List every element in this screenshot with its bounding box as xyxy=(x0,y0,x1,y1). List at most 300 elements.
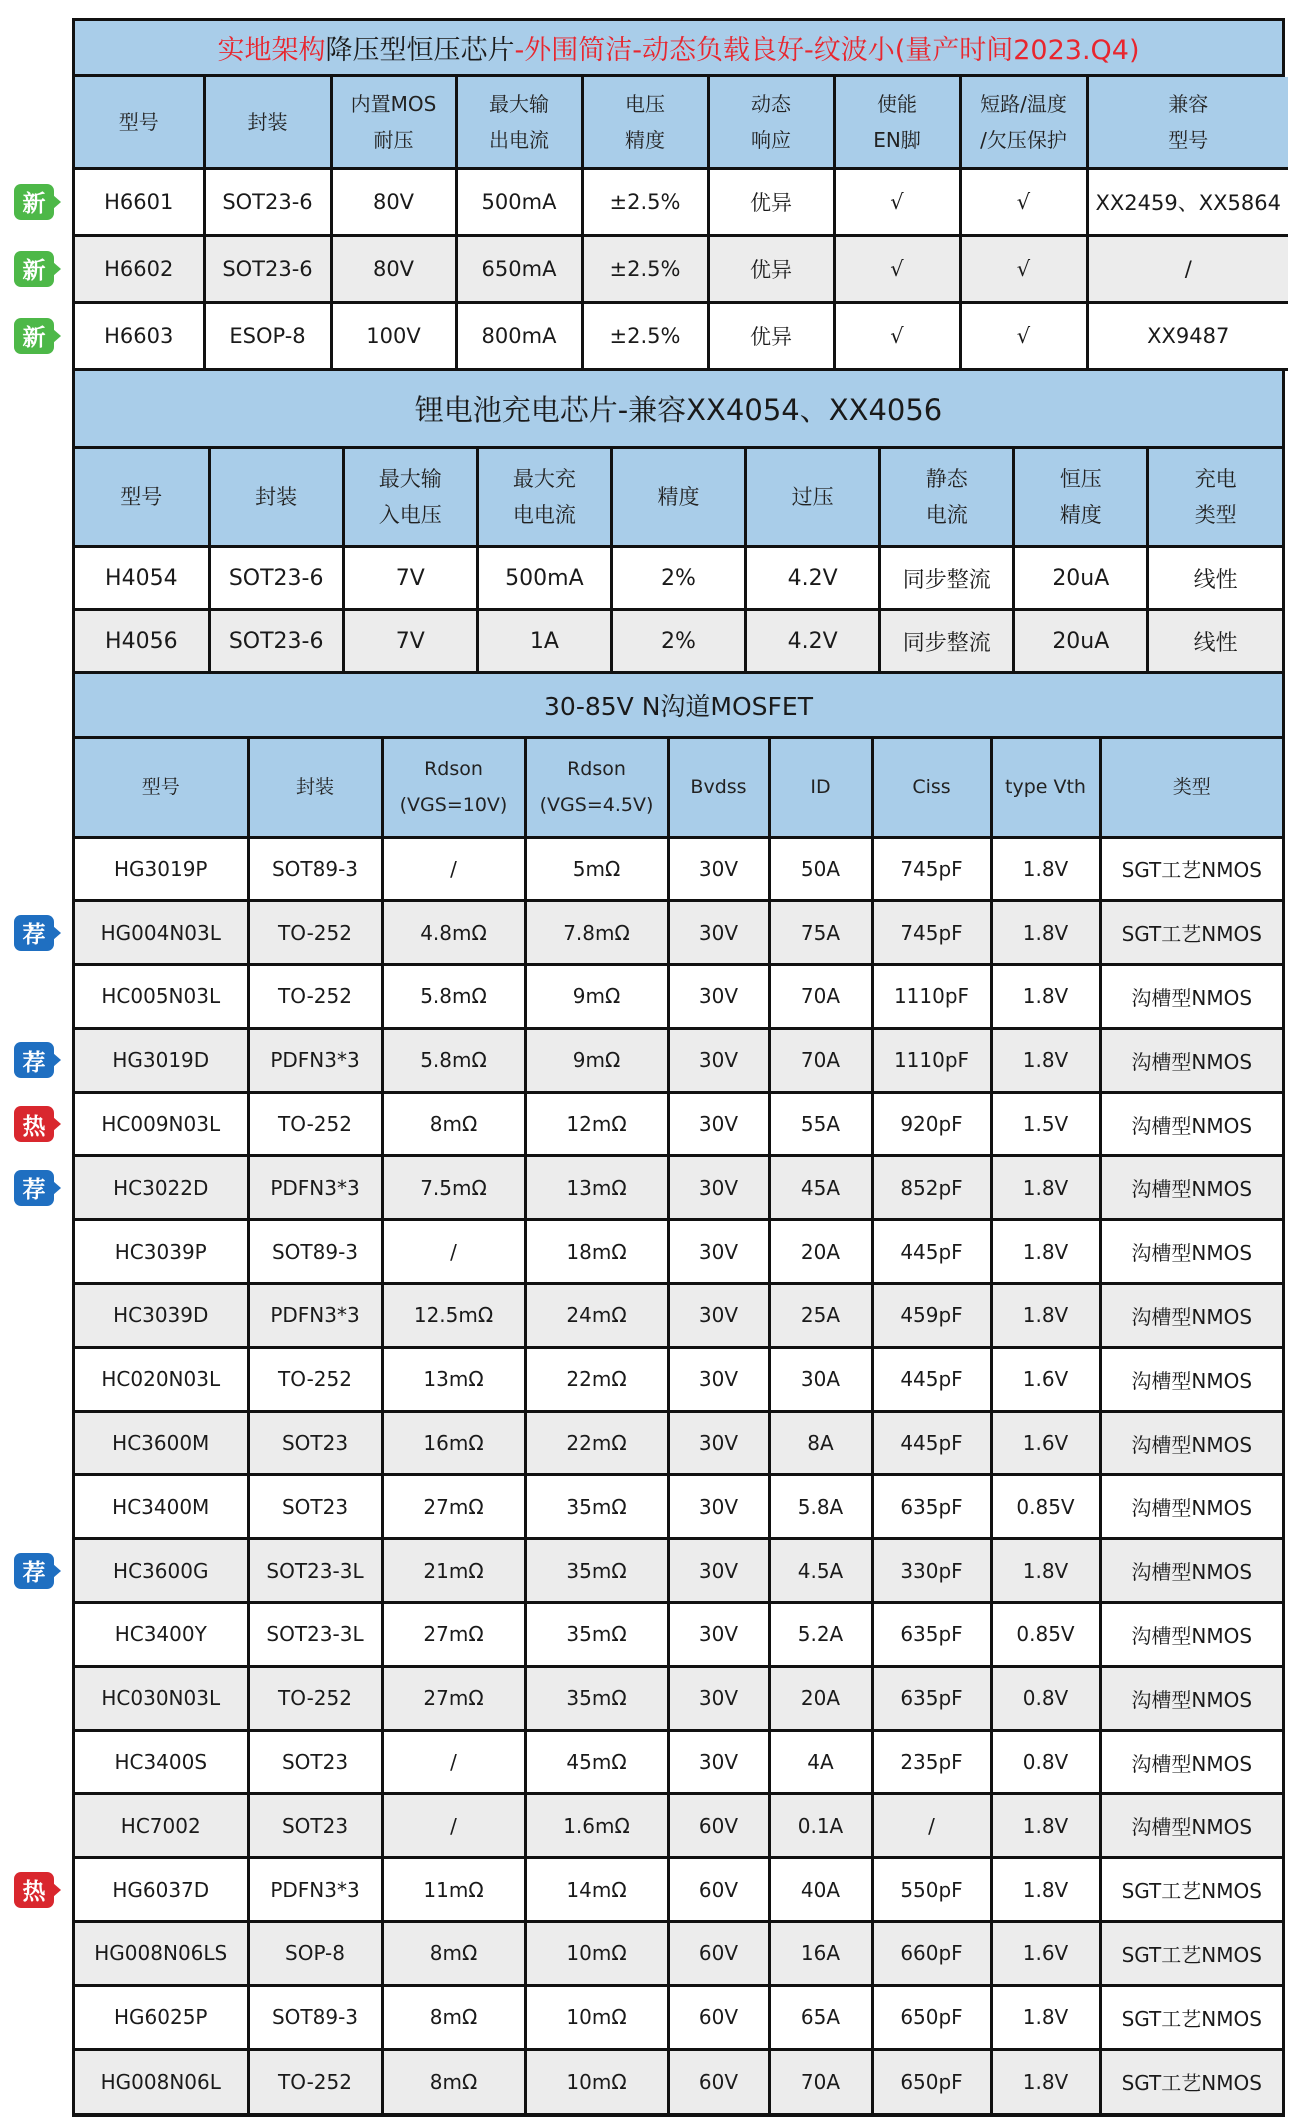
column-header-line2: EN脚 xyxy=(873,127,921,152)
table-cell: 1.6mΩ xyxy=(525,1794,668,1858)
table-cell: PDFN3*3 xyxy=(248,1858,382,1922)
column-header-line1: 充电 xyxy=(1194,466,1237,491)
table-cell: 7V xyxy=(343,547,477,610)
column-header-line1: 使能 xyxy=(877,91,917,116)
section-title-text: 30-85V N沟道MOSFET xyxy=(544,692,813,721)
part-number-cell: HC3400Y xyxy=(75,1603,248,1667)
table-cell: 0.85V xyxy=(991,1603,1100,1667)
column-header-line1: 型号 xyxy=(120,484,163,509)
column-header xyxy=(1148,449,1282,547)
section-title-buck-regulators xyxy=(75,21,1282,77)
part-number-cell: HC7002 xyxy=(75,1794,248,1858)
table-cell: 2% xyxy=(611,610,745,673)
table-cell: 100V xyxy=(331,302,456,369)
mosfet-table xyxy=(75,739,1282,2113)
table-cell: 沟槽型NMOS xyxy=(1100,1092,1282,1156)
table-cell: SOT23-6 xyxy=(209,610,343,673)
table-cell: 500mA xyxy=(456,168,582,235)
table-cell: 650pF xyxy=(872,1985,991,2049)
table-row xyxy=(75,1092,1282,1156)
part-number-cell: HC3039D xyxy=(75,1284,248,1348)
table-cell: 1.8V xyxy=(991,1794,1100,1858)
table-cell: 55A xyxy=(769,1092,872,1156)
table-cell: 30V xyxy=(668,1411,769,1475)
column-header-line2: 电电流 xyxy=(512,502,576,527)
part-number-cell: H4054 xyxy=(75,547,209,610)
table-cell: / xyxy=(382,837,525,901)
table-cell: / xyxy=(382,1730,525,1794)
column-header-line1: ID xyxy=(810,776,831,799)
table-row xyxy=(75,1156,1282,1220)
column-header-line2: (VGS=10V) xyxy=(399,794,508,817)
column-header-line1: type Vth xyxy=(1005,776,1086,799)
table-cell: SOT89-3 xyxy=(248,837,382,901)
table-cell: 8A xyxy=(769,1411,872,1475)
column-header-line1: 恒压 xyxy=(1059,466,1102,491)
column-header xyxy=(668,739,769,837)
table-row xyxy=(75,1284,1282,1348)
table-cell: 沟槽型NMOS xyxy=(1100,1411,1282,1475)
table-cell: 1A xyxy=(477,610,611,673)
table-cell: 沟槽型NMOS xyxy=(1100,1794,1282,1858)
table-cell: 1.8V xyxy=(991,965,1100,1029)
table-cell: 920pF xyxy=(872,1092,991,1156)
table-row xyxy=(75,168,1288,235)
column-header xyxy=(991,739,1100,837)
column-header-line1: 静态 xyxy=(925,466,968,491)
table-cell: 沟槽型NMOS xyxy=(1100,1028,1282,1092)
table-cell: / xyxy=(872,1794,991,1858)
table-cell: 16mΩ xyxy=(382,1411,525,1475)
table-cell: 1.8V xyxy=(991,1985,1100,2049)
table-cell: 10mΩ xyxy=(525,1985,668,2049)
table-cell: 20uA xyxy=(1014,610,1148,673)
section-title-text: 锂电池充电芯片-兼容XX4054、XX4056 xyxy=(414,392,943,427)
table-cell: 9mΩ xyxy=(525,965,668,1029)
part-number-cell: H6603 xyxy=(75,302,204,369)
table-cell: SGT工艺NMOS xyxy=(1100,1985,1282,2049)
table-cell: SGT工艺NMOS xyxy=(1100,1922,1282,1986)
table-cell: 1.8V xyxy=(991,1028,1100,1092)
table-cell: 7.8mΩ xyxy=(525,901,668,965)
part-number-cell: HC3039P xyxy=(75,1220,248,1284)
table-cell: 21mΩ xyxy=(382,1539,525,1603)
column-header-line1: 过压 xyxy=(791,484,834,509)
table-cell: 4.2V xyxy=(746,547,880,610)
table-cell: SOT23-3L xyxy=(248,1539,382,1603)
table-cell: 8mΩ xyxy=(382,1092,525,1156)
table-cell: 35mΩ xyxy=(525,1666,668,1730)
table-cell: 30V xyxy=(668,1666,769,1730)
column-header xyxy=(204,77,331,168)
table-cell: 30V xyxy=(668,1475,769,1539)
table-cell: √ xyxy=(834,168,960,235)
table-cell: 10mΩ xyxy=(525,2049,668,2113)
table-cell: 60V xyxy=(668,1985,769,2049)
column-header xyxy=(382,739,525,837)
table-row xyxy=(75,2049,1282,2113)
table-cell: ±2.5% xyxy=(582,235,708,302)
table-cell: 7V xyxy=(343,610,477,673)
table-cell: 650pF xyxy=(872,2049,991,2113)
column-header xyxy=(880,449,1014,547)
column-header-line1: 最大输 xyxy=(489,91,549,116)
table-cell: 50A xyxy=(769,837,872,901)
column-header xyxy=(582,77,708,168)
table-cell: 优异 xyxy=(708,302,834,369)
table-cell: 30V xyxy=(668,1156,769,1220)
table-row xyxy=(75,1858,1282,1922)
table-cell: SGT工艺NMOS xyxy=(1100,901,1282,965)
table-cell: TO-252 xyxy=(248,965,382,1029)
recommended-badge-icon: 荐 xyxy=(14,1170,54,1206)
table-cell: 70A xyxy=(769,2049,872,2113)
table-cell: 1.6V xyxy=(991,1922,1100,1986)
column-header-line1: 封装 xyxy=(247,109,288,134)
column-header xyxy=(75,77,204,168)
column-header-line1: 精度 xyxy=(657,484,700,509)
part-number-cell: HG6037D xyxy=(75,1858,248,1922)
column-header-line1: 电压 xyxy=(625,91,665,116)
table-cell: 1.5V xyxy=(991,1092,1100,1156)
table-cell: 70A xyxy=(769,965,872,1029)
table-cell: 30V xyxy=(668,965,769,1029)
table-cell: 60V xyxy=(668,1922,769,1986)
table-cell: √ xyxy=(834,302,960,369)
part-number-cell: HG3019P xyxy=(75,837,248,901)
column-header-line1: 兼容 xyxy=(1168,91,1209,116)
column-header-line2: 出电流 xyxy=(489,127,549,152)
part-number-cell: HG008N06L xyxy=(75,2049,248,2113)
column-header-line2: 精度 xyxy=(1059,502,1102,527)
table-cell: 20A xyxy=(769,1666,872,1730)
column-header xyxy=(769,739,872,837)
table-cell: 35mΩ xyxy=(525,1475,668,1539)
table-cell: 1.8V xyxy=(991,901,1100,965)
column-header-line1: Bvdss xyxy=(690,776,747,799)
table-cell: 1.6V xyxy=(991,1347,1100,1411)
table-cell: SOT23-6 xyxy=(204,168,331,235)
table-cell: 30V xyxy=(668,1028,769,1092)
table-cell: 30V xyxy=(668,1603,769,1667)
part-number-cell: H6601 xyxy=(75,168,204,235)
table-cell: ±2.5% xyxy=(582,302,708,369)
table-cell: SOT23-6 xyxy=(204,235,331,302)
table-cell: 459pF xyxy=(872,1284,991,1348)
title-part-product-type: 降压型恒压芯片 xyxy=(325,35,515,66)
table-cell: 745pF xyxy=(872,901,991,965)
table-cell: 1110pF xyxy=(872,965,991,1029)
table-row xyxy=(75,1922,1282,1986)
table-cell: / xyxy=(1087,235,1288,302)
table-cell: 5.8A xyxy=(769,1475,872,1539)
table-cell: 800mA xyxy=(456,302,582,369)
hot-badge-icon: 热 xyxy=(14,1872,54,1908)
table-row xyxy=(75,235,1288,302)
table-cell: 235pF xyxy=(872,1730,991,1794)
table-row xyxy=(75,1475,1282,1539)
table-row xyxy=(75,901,1282,965)
table-cell: SOT89-3 xyxy=(248,1220,382,1284)
table-row xyxy=(75,1411,1282,1475)
column-header xyxy=(209,449,343,547)
table-cell: 16A xyxy=(769,1922,872,1986)
column-header-line2: (VGS=4.5V) xyxy=(539,794,654,817)
table-cell: 80V xyxy=(331,235,456,302)
table-cell: 60V xyxy=(668,1794,769,1858)
table-cell: 10mΩ xyxy=(525,1922,668,1986)
column-header xyxy=(872,739,991,837)
table-cell: 沟槽型NMOS xyxy=(1100,1347,1282,1411)
table-cell: 75A xyxy=(769,901,872,965)
table-cell: 1.8V xyxy=(991,837,1100,901)
table-cell: / xyxy=(382,1794,525,1858)
product-selection-sheet xyxy=(72,18,1285,2117)
table-cell: 30V xyxy=(668,837,769,901)
table-cell: SOT23-6 xyxy=(209,547,343,610)
table-cell: 70A xyxy=(769,1028,872,1092)
part-number-cell: HC3400S xyxy=(75,1730,248,1794)
table-cell: 35mΩ xyxy=(525,1539,668,1603)
table-cell: 18mΩ xyxy=(525,1220,668,1284)
table-cell: 30V xyxy=(668,1539,769,1603)
column-header-line1: Ciss xyxy=(912,776,951,799)
table-cell: 22mΩ xyxy=(525,1411,668,1475)
table-cell: 550pF xyxy=(872,1858,991,1922)
part-number-cell: HG6025P xyxy=(75,1985,248,2049)
table-cell: 沟槽型NMOS xyxy=(1100,1539,1282,1603)
table-row xyxy=(75,1220,1282,1284)
table-cell: 11mΩ xyxy=(382,1858,525,1922)
part-number-cell: HG008N06LS xyxy=(75,1922,248,1986)
table-cell: TO-252 xyxy=(248,1666,382,1730)
li-battery-charger-table xyxy=(75,449,1282,675)
column-header-line2: 电流 xyxy=(925,502,968,527)
column-header-line1: Rdson xyxy=(424,758,483,781)
table-cell: 4.2V xyxy=(746,610,880,673)
table-cell: TO-252 xyxy=(248,901,382,965)
table-cell: 沟槽型NMOS xyxy=(1100,965,1282,1029)
table-cell: 8mΩ xyxy=(382,2049,525,2113)
table-cell: √ xyxy=(960,168,1087,235)
table-cell: 22mΩ xyxy=(525,1347,668,1411)
table-row xyxy=(75,837,1282,901)
table-cell: PDFN3*3 xyxy=(248,1284,382,1348)
table-cell: 650mA xyxy=(456,235,582,302)
table-cell: 5mΩ xyxy=(525,837,668,901)
table-cell: XX9487 xyxy=(1087,302,1288,369)
part-number-cell: HC3400M xyxy=(75,1475,248,1539)
column-header-line1: 动态 xyxy=(751,91,791,116)
table-cell: 24mΩ xyxy=(525,1284,668,1348)
table-cell: 635pF xyxy=(872,1603,991,1667)
section-title-li-battery-chargers xyxy=(75,371,1282,449)
table-cell: 1.8V xyxy=(991,2049,1100,2113)
column-header xyxy=(960,77,1087,168)
table-cell: 25A xyxy=(769,1284,872,1348)
column-header-line1: 最大输 xyxy=(378,466,442,491)
table-cell: 12.5mΩ xyxy=(382,1284,525,1348)
table-cell: SOT23 xyxy=(248,1475,382,1539)
column-header-line2: 精度 xyxy=(625,127,665,152)
table-cell: 30V xyxy=(668,901,769,965)
table-row xyxy=(75,965,1282,1029)
table-cell: 8mΩ xyxy=(382,1922,525,1986)
column-header-line1: 内置MOS xyxy=(350,91,437,116)
section-title-mosfets xyxy=(75,674,1282,739)
part-number-cell: HC3022D xyxy=(75,1156,248,1220)
column-header-line1: 型号 xyxy=(118,109,159,134)
table-cell: 沟槽型NMOS xyxy=(1100,1220,1282,1284)
table-cell: 同步整流 xyxy=(880,610,1014,673)
table-row xyxy=(75,1730,1282,1794)
table-cell: √ xyxy=(960,235,1087,302)
table-cell: 660pF xyxy=(872,1922,991,1986)
column-header-line2: 耐压 xyxy=(373,127,414,152)
table-cell: 60V xyxy=(668,1858,769,1922)
table-cell: 27mΩ xyxy=(382,1475,525,1539)
column-header-line2: /欠压保护 xyxy=(980,127,1067,152)
table-cell: 沟槽型NMOS xyxy=(1100,1603,1282,1667)
table-cell: √ xyxy=(960,302,1087,369)
table-cell: SOT23 xyxy=(248,1730,382,1794)
table-cell: 20uA xyxy=(1014,547,1148,610)
table-row xyxy=(75,1985,1282,2049)
table-cell: 1.8V xyxy=(991,1284,1100,1348)
table-cell: 500mA xyxy=(477,547,611,610)
column-header-line1: 封装 xyxy=(255,484,298,509)
table-row xyxy=(75,1347,1282,1411)
table-cell: XX2459、XX5864 xyxy=(1087,168,1288,235)
column-header xyxy=(75,739,248,837)
table-cell: 4.5A xyxy=(769,1539,872,1603)
column-header-line2: 型号 xyxy=(1168,127,1209,152)
table-cell: 0.85V xyxy=(991,1475,1100,1539)
table-cell: SOT23 xyxy=(248,1794,382,1858)
table-cell: 8mΩ xyxy=(382,1985,525,2049)
table-cell: 65A xyxy=(769,1985,872,2049)
part-number-cell: HC3600M xyxy=(75,1411,248,1475)
column-header-line2: 入电压 xyxy=(378,502,442,527)
table-cell: 5.8mΩ xyxy=(382,965,525,1029)
table-cell: 20A xyxy=(769,1220,872,1284)
title-part-features: -外围简洁-动态负载良好-纹波小(量产时间2023.Q4) xyxy=(514,35,1140,66)
column-header-line2: 响应 xyxy=(751,127,791,152)
column-header xyxy=(456,77,582,168)
column-header xyxy=(75,449,209,547)
table-cell: ±2.5% xyxy=(582,168,708,235)
column-header xyxy=(477,449,611,547)
table-cell: 30V xyxy=(668,1347,769,1411)
table-cell: 同步整流 xyxy=(880,547,1014,610)
column-header xyxy=(708,77,834,168)
table-cell: 445pF xyxy=(872,1220,991,1284)
table-cell: 27mΩ xyxy=(382,1666,525,1730)
table-cell: 60V xyxy=(668,2049,769,2113)
table-cell: 445pF xyxy=(872,1347,991,1411)
table-cell: 445pF xyxy=(872,1411,991,1475)
recommended-badge-icon: 荐 xyxy=(14,915,54,951)
column-header-line2: 类型 xyxy=(1194,502,1237,527)
table-header-row xyxy=(75,449,1282,547)
table-cell: √ xyxy=(834,235,960,302)
table-cell: SGT工艺NMOS xyxy=(1100,837,1282,901)
table-cell: 优异 xyxy=(708,235,834,302)
part-number-cell: HC030N03L xyxy=(75,1666,248,1730)
table-cell: 0.8V xyxy=(991,1666,1100,1730)
column-header xyxy=(1087,77,1288,168)
table-cell: 1.6V xyxy=(991,1411,1100,1475)
column-header-line1: 短路/温度 xyxy=(980,91,1067,116)
table-cell: SOT23 xyxy=(248,1411,382,1475)
table-cell: 沟槽型NMOS xyxy=(1100,1475,1282,1539)
table-row xyxy=(75,1028,1282,1092)
table-row xyxy=(75,1794,1282,1858)
table-cell: 30V xyxy=(668,1092,769,1156)
table-cell: 852pF xyxy=(872,1156,991,1220)
part-number-cell: HC020N03L xyxy=(75,1347,248,1411)
table-cell: 35mΩ xyxy=(525,1603,668,1667)
table-header-row xyxy=(75,739,1282,837)
part-number-cell: HC005N03L xyxy=(75,965,248,1029)
table-cell: TO-252 xyxy=(248,2049,382,2113)
part-number-cell: HC009N03L xyxy=(75,1092,248,1156)
new-badge-icon: 新 xyxy=(14,251,54,287)
table-cell: ESOP-8 xyxy=(204,302,331,369)
column-header-line1: Rdson xyxy=(567,758,626,781)
table-cell: 线性 xyxy=(1148,610,1282,673)
part-number-cell: HG3019D xyxy=(75,1028,248,1092)
table-cell: 沟槽型NMOS xyxy=(1100,1156,1282,1220)
column-header xyxy=(746,449,880,547)
table-cell: 沟槽型NMOS xyxy=(1100,1284,1282,1348)
part-number-cell: H4056 xyxy=(75,610,209,673)
table-cell: SGT工艺NMOS xyxy=(1100,2049,1282,2113)
table-cell: 30V xyxy=(668,1284,769,1348)
table-cell: 0.8V xyxy=(991,1730,1100,1794)
column-header xyxy=(331,77,456,168)
table-cell: 沟槽型NMOS xyxy=(1100,1730,1282,1794)
table-cell: 40A xyxy=(769,1858,872,1922)
column-header-line1: 类型 xyxy=(1172,776,1211,799)
table-cell: PDFN3*3 xyxy=(248,1156,382,1220)
column-header-line1: 最大充 xyxy=(512,466,576,491)
table-cell: 9mΩ xyxy=(525,1028,668,1092)
table-cell: 45A xyxy=(769,1156,872,1220)
table-cell: 4.8mΩ xyxy=(382,901,525,965)
table-cell: / xyxy=(382,1220,525,1284)
table-cell: PDFN3*3 xyxy=(248,1028,382,1092)
table-cell: 13mΩ xyxy=(382,1347,525,1411)
table-cell: 1.8V xyxy=(991,1156,1100,1220)
column-header xyxy=(525,739,668,837)
table-header-row xyxy=(75,77,1288,168)
column-header xyxy=(1100,739,1282,837)
new-badge-icon: 新 xyxy=(14,184,54,220)
table-cell: 1.8V xyxy=(991,1220,1100,1284)
table-cell: 635pF xyxy=(872,1475,991,1539)
table-cell: SOT23-3L xyxy=(248,1603,382,1667)
table-cell: SOT89-3 xyxy=(248,1985,382,2049)
table-cell: SGT工艺NMOS xyxy=(1100,1858,1282,1922)
hot-badge-icon: 热 xyxy=(14,1106,54,1142)
part-number-cell: HC3600G xyxy=(75,1539,248,1603)
table-cell: 45mΩ xyxy=(525,1730,668,1794)
table-cell: 27mΩ xyxy=(382,1603,525,1667)
table-row xyxy=(75,1666,1282,1730)
table-cell: 13mΩ xyxy=(525,1156,668,1220)
column-header xyxy=(343,449,477,547)
